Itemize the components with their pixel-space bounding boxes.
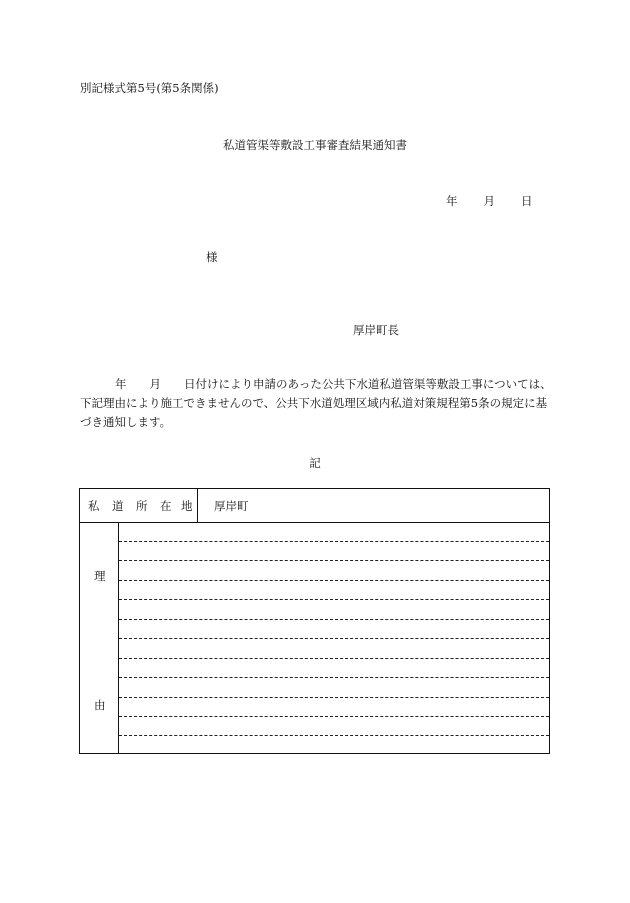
reason-line	[119, 638, 549, 639]
location-row	[80, 489, 549, 523]
issuer-name: 厚岸町長	[353, 323, 399, 337]
record-table	[79, 488, 550, 754]
body-line: 下記理由により施工できませんので、公共下水道処理区域内私道対策規程第5条の規定に基	[80, 396, 548, 410]
location-value: 厚岸町	[214, 499, 249, 513]
reason-row	[80, 522, 549, 753]
location-label-char: 在	[160, 499, 172, 513]
reason-line	[119, 677, 549, 678]
addressee-suffix: 様	[206, 250, 218, 264]
reason-line	[119, 697, 549, 698]
body-text	[80, 375, 552, 432]
form-number: 別記様式第5号(第5条関係)	[80, 81, 219, 95]
body-line: づき通知します。	[80, 415, 172, 429]
date-line	[446, 193, 533, 209]
reason-label-char: 理	[94, 569, 106, 583]
body-line: 年 月 日付けにより申請のあった公共下水道私道管渠等敷設工事については、	[115, 377, 552, 391]
reason-line	[119, 599, 549, 600]
document-title: 私道管渠等敷設工事審査結果通知書	[223, 138, 407, 152]
reason-line	[119, 560, 549, 561]
date-day-label: 日	[521, 194, 533, 208]
date-year-label: 年	[446, 194, 458, 208]
reason-line	[119, 658, 549, 659]
location-label-char: 道	[112, 499, 124, 513]
ki-heading: 記	[309, 456, 321, 470]
reason-line	[119, 735, 549, 736]
location-label-char: 地	[181, 499, 193, 513]
reason-label-char: 由	[94, 698, 106, 712]
reason-line	[119, 580, 549, 581]
location-label-char: 所	[136, 499, 148, 513]
reason-line	[119, 619, 549, 620]
location-label-char: 私	[88, 499, 100, 513]
reason-label	[80, 522, 119, 753]
reason-line	[119, 716, 549, 717]
reason-line	[119, 541, 549, 542]
location-label	[80, 489, 198, 522]
date-month-label: 月	[483, 194, 495, 208]
